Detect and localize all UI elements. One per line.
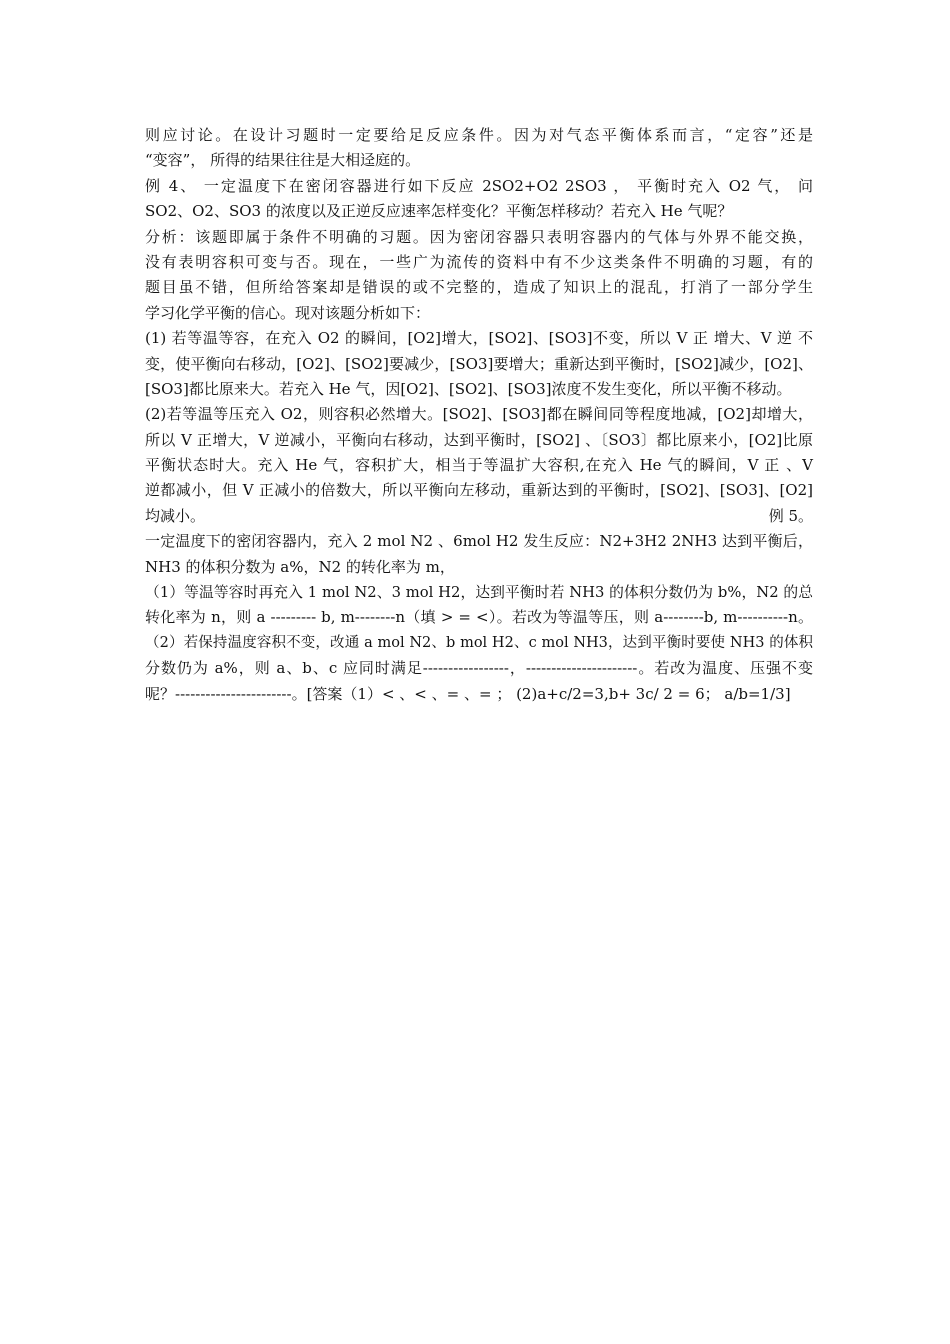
text-line: NH3 的体积分数为 a%，N2 的转化率为 m， bbox=[145, 557, 455, 576]
text-line: 转化率为 n，则 a --------- b, m--------n（填 > = <）。若改为等温等压，则 a--------b, m----------n。 bbox=[145, 608, 813, 627]
text-line: （1）等温等容时再充入 1 mol N2、3 mol H2，达到平衡时若 NH3 的体积分数仍为 b%，N2 的总 bbox=[145, 584, 813, 602]
text-line: 没有表明容积可变与否。现在，一些广为流传的资料中有不少这类条件不明确的习题，有的 bbox=[145, 252, 813, 271]
text-line: 平衡状态时大。充入 He 气，容积扩大，相当于等温扩大容积,在充入 He 气的瞬间，V 正 、V bbox=[145, 456, 813, 475]
text-line: （2）若保持温度容积不变，改通 a mol N2、b mol H2、c mol NH3，达到平衡时要使 NH3 的体积 bbox=[145, 634, 813, 651]
text-line: 分数仍为 a%，则 a、b、c 应同时满足-----------------，----------------------。若改为温度、压强不变 bbox=[145, 659, 813, 678]
text-line: 呢？-----------------------。[答案（1）< 、< 、= 、= ； (2)a+c/2=3,b+ 3c/ 2 = 6； a/b=1/3] bbox=[145, 684, 791, 703]
text-line: 题目虽不错，但所给答案却是错误的或不完整的，造成了知识上的混乱，打消了一部分学生 bbox=[145, 278, 813, 297]
text-line: 学习化学平衡的信心。现对该题分析如下： bbox=[145, 303, 431, 322]
document-body bbox=[145, 123, 813, 707]
text-line: 则应讨论。在设计习题时一定要给足反应条件。因为对气态平衡体系而言，“定容”还是 bbox=[145, 126, 813, 144]
split-line-left: 均减小。 bbox=[145, 506, 206, 525]
text-line: 所以 V 正增大，V 逆减小，平衡向右移动，达到平衡时，[SO2] 、〔SO3〕都比原来小，[O2]比原 bbox=[145, 430, 813, 449]
text-line: [SO3]都比原来大。若充入 He 气，因[O2]、[SO2]、[SO3]浓度不发生变化，所以平衡不移动。 bbox=[145, 379, 792, 398]
text-line: (2)若等温等压充入 O2，则容积必然增大。[SO2]、[SO3]都在瞬间同等程度地减，[O2]却增大， bbox=[145, 405, 813, 424]
text-line: (1) 若等温等容，在充入 O2 的瞬间，[O2]增大，[SO2]、[SO3]不变，所以 V 正 增大、V 逆 不 bbox=[145, 329, 813, 348]
text-line: 逆都减小，但 V 正减小的倍数大，所以平衡向左移动，重新达到的平衡时，[SO2]、[SO3]、[O2] bbox=[145, 481, 813, 500]
text-line: SO2、O2、SO3 的浓度以及正逆反应速率怎样变化？平衡怎样移动？若充入 He 气呢？ bbox=[145, 202, 733, 221]
text-line: 一定温度下的密闭容器内，充入 2 mol N2 、6mol H2 发生反应：N2+3H2 2NH3 达到平衡后， bbox=[145, 532, 813, 551]
text-line: 例 4、 一定温度下在密闭容器进行如下反应 2SO2+O2 2SO3 ， 平衡时充入 O2 气， 问 bbox=[145, 176, 813, 195]
split-line bbox=[145, 504, 813, 529]
text-line: “变容”， 所得的结果往往是大相迳庭的。 bbox=[145, 151, 421, 170]
text-line: 变，使平衡向右移动，[O2]、[SO2]要减少，[SO3]要增大；重新达到平衡时，[SO2]减少，[O2]、 bbox=[145, 354, 813, 373]
text-line: 分析：该题即属于条件不明确的习题。因为密闭容器只表明容器内的气体与外界不能交换， bbox=[145, 227, 813, 246]
split-line-right: 例 5。 bbox=[768, 506, 813, 525]
